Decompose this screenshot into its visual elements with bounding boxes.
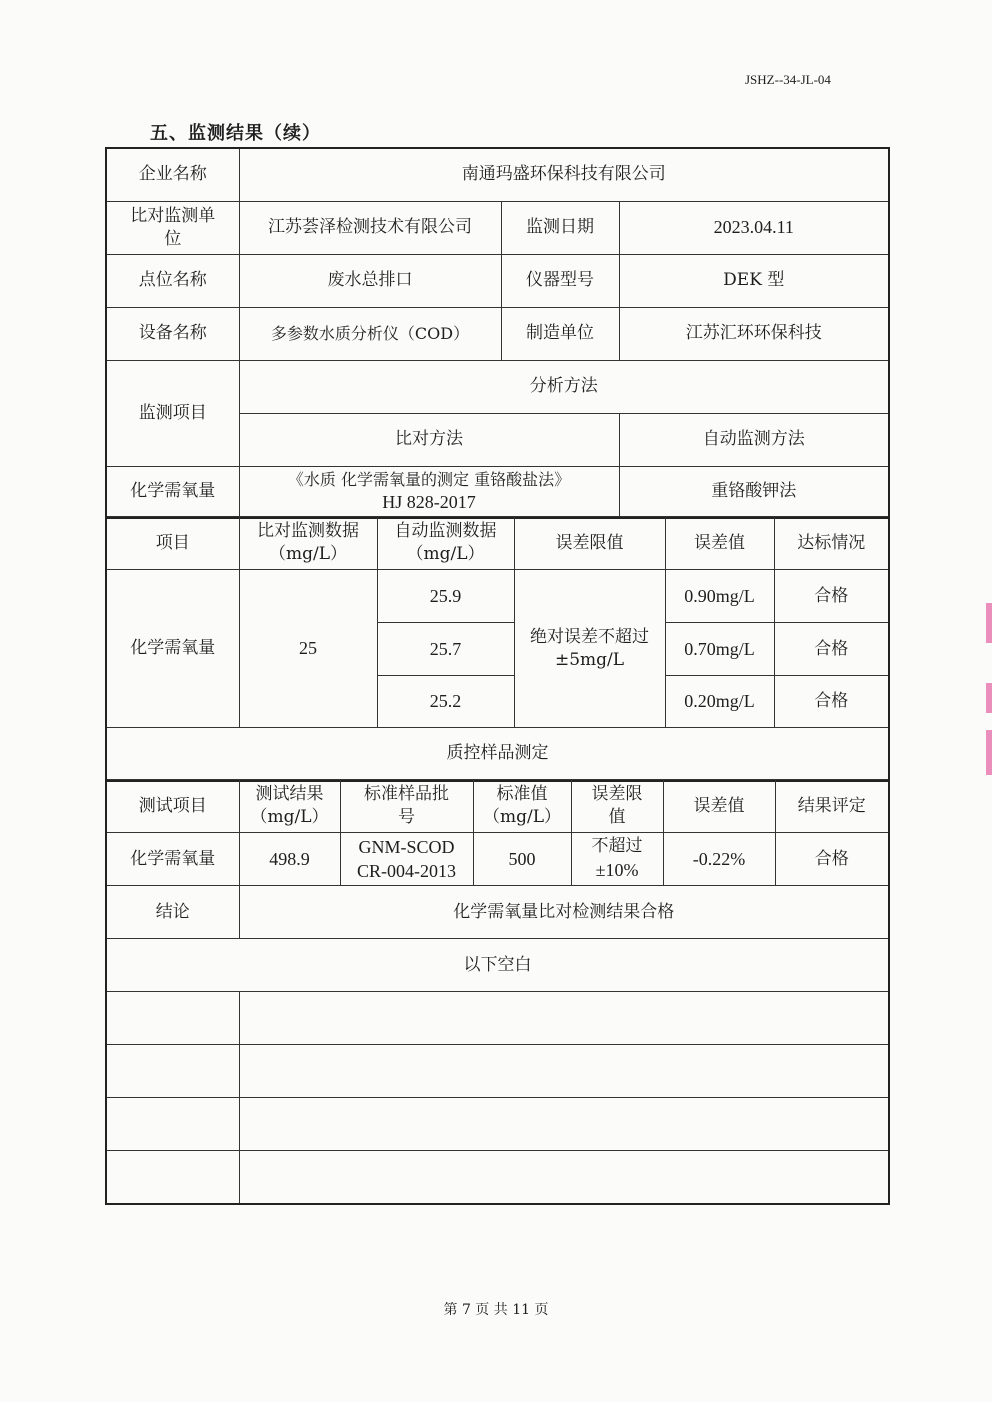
model-label: 仪器型号 xyxy=(501,254,619,307)
seal-edge-mark xyxy=(986,730,992,775)
device-value: 多参数水质分析仪（COD） xyxy=(239,307,501,360)
qc-limit-line-1: 不超过 xyxy=(591,836,643,857)
empty-cell xyxy=(106,1151,239,1204)
seal-edge-mark xyxy=(986,683,992,713)
qc-title: 质控样品测定 xyxy=(106,728,889,781)
comp-unit-value: 江苏荟泽检测技术有限公司 xyxy=(239,201,501,254)
qc-result: 498.9 xyxy=(239,833,340,886)
qc-header-batch: 标准样品批号 xyxy=(340,780,473,833)
comp-method-standard-code: HJ 828-2017 xyxy=(382,492,476,513)
qc-limit xyxy=(571,833,663,886)
auto-method-value: 重铬酸钾法 xyxy=(619,466,889,518)
error-value-3: 0.20mg/L xyxy=(665,676,774,728)
comp-method-value xyxy=(239,466,619,518)
item-label: 监测项目 xyxy=(106,360,239,466)
cod-label: 化学需氧量 xyxy=(106,466,239,518)
empty-cell xyxy=(106,992,239,1045)
qc-eval: 合格 xyxy=(775,833,889,886)
comp-unit-label: 比对监测单位 xyxy=(106,201,239,254)
qc-header-error: 误差值 xyxy=(663,780,775,833)
qc-limit-line-2: ±10% xyxy=(595,860,639,881)
empty-cell xyxy=(239,1151,889,1204)
company-value: 南通玛盛环保科技有限公司 xyxy=(239,148,889,201)
qc-batch xyxy=(340,833,473,886)
empty-cell xyxy=(106,1045,239,1098)
auto-value-3: 25.2 xyxy=(377,676,514,728)
auto-value-2: 25.7 xyxy=(377,623,514,676)
qc-header-item: 测试项目 xyxy=(106,780,239,833)
seal-edge-mark xyxy=(986,603,992,643)
qc-header-limit: 误差限值 xyxy=(571,780,663,833)
auto-method-label: 自动监测方法 xyxy=(619,413,889,466)
header-limit: 误差限值 xyxy=(514,517,665,570)
header-status: 达标情况 xyxy=(774,517,889,570)
maker-value: 江苏汇环环保科技 xyxy=(619,307,889,360)
qc-std: 500 xyxy=(473,833,571,886)
empty-cell xyxy=(239,992,889,1045)
empty-cell xyxy=(239,1098,889,1151)
status-2: 合格 xyxy=(774,623,889,676)
company-label: 企业名称 xyxy=(106,148,239,201)
conclusion-label: 结论 xyxy=(106,886,239,939)
comp-method-label: 比对方法 xyxy=(239,413,619,466)
comp-value: 25 xyxy=(239,570,377,728)
empty-cell xyxy=(239,1045,889,1098)
auto-value-1: 25.9 xyxy=(377,570,514,623)
qc-batch-line-1: GNM-SCOD xyxy=(358,836,455,857)
qc-item: 化学需氧量 xyxy=(106,833,239,886)
comp-method-standard-name: 《水质 化学需氧量的测定 重铬酸盐法》 xyxy=(287,469,571,489)
header-comp-data: 比对监测数据（mg/L） xyxy=(239,517,377,570)
status-1: 合格 xyxy=(774,570,889,623)
header-item: 项目 xyxy=(106,517,239,570)
model-value: DEK 型 xyxy=(619,254,889,307)
section-title: 五、监测结果（续） xyxy=(150,123,321,144)
header-auto-data: 自动监测数据（mg/L） xyxy=(377,517,514,570)
maker-label: 制造单位 xyxy=(501,307,619,360)
blank-note: 以下空白 xyxy=(106,939,889,992)
comparison-table xyxy=(105,516,890,782)
qc-header-result: 测试结果（mg/L） xyxy=(239,780,340,833)
date-label: 监测日期 xyxy=(501,201,619,254)
header-error: 误差值 xyxy=(665,517,774,570)
empty-cell xyxy=(106,1098,239,1151)
point-label: 点位名称 xyxy=(106,254,239,307)
error-value-2: 0.70mg/L xyxy=(665,623,774,676)
method-label: 分析方法 xyxy=(239,360,889,413)
qc-error: -0.22% xyxy=(663,833,775,886)
conclusion-value: 化学需氧量比对检测结果合格 xyxy=(239,886,889,939)
qc-batch-line-2: CR-004-2013 xyxy=(357,861,456,881)
page-number: 第 7 页 共 11 页 xyxy=(443,1302,549,1318)
error-value-1: 0.90mg/L xyxy=(665,570,774,623)
date-value: 2023.04.11 xyxy=(619,201,889,254)
status-3: 合格 xyxy=(774,676,889,728)
device-label: 设备名称 xyxy=(106,307,239,360)
qc-header-eval: 结果评定 xyxy=(775,780,889,833)
comparison-item: 化学需氧量 xyxy=(106,570,239,728)
comparison-limit: 绝对误差不超过±5mg/L xyxy=(514,570,665,728)
qc-table xyxy=(105,779,890,1205)
info-table xyxy=(105,147,890,519)
qc-header-std: 标准值（mg/L） xyxy=(473,780,571,833)
document-code: JSHZ--34-JL-04 xyxy=(745,72,831,87)
point-value: 废水总排口 xyxy=(239,254,501,307)
